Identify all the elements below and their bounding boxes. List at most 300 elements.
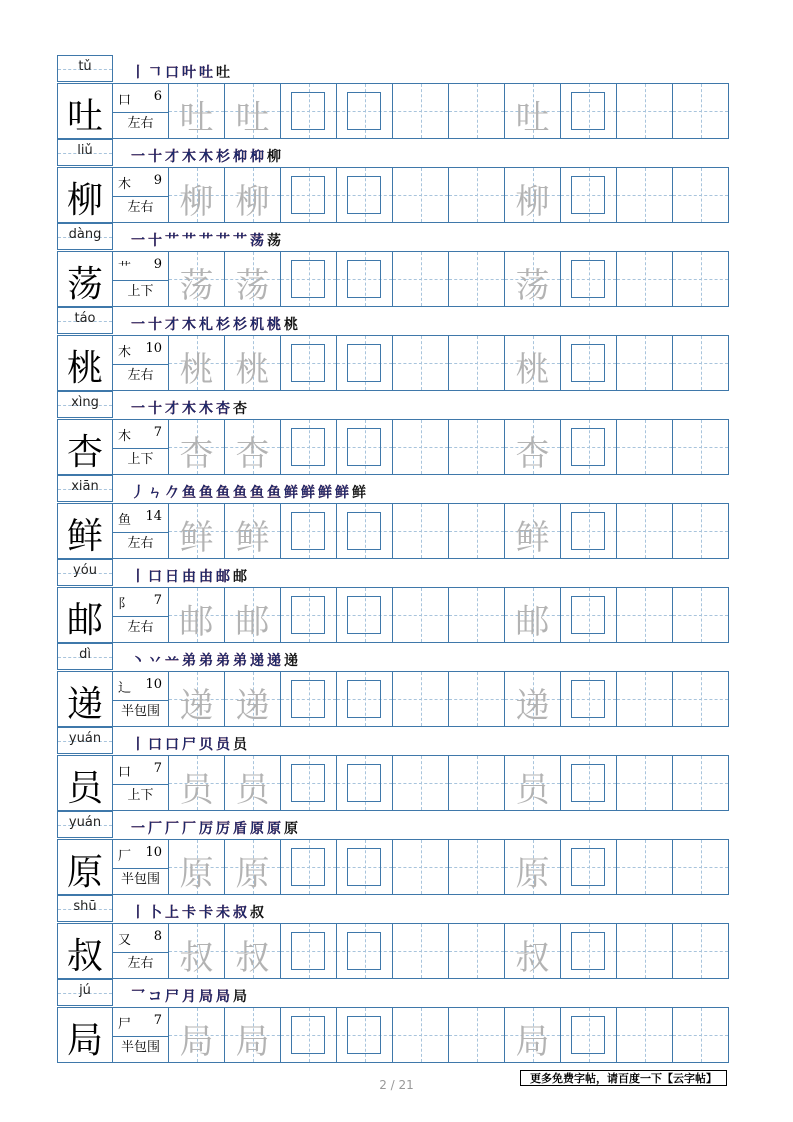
pinyin: táo: [74, 311, 96, 326]
stroke-step: 丶: [131, 653, 145, 669]
trace-cell[interactable]: [225, 503, 281, 559]
trace-character: 柳: [515, 182, 550, 222]
trace-cell[interactable]: [169, 587, 225, 643]
practice-cell[interactable]: [393, 587, 449, 643]
stroke-step: 未: [216, 905, 230, 921]
stroke-count: 10: [145, 677, 162, 692]
practice-cell[interactable]: [673, 923, 729, 979]
stroke-order: [131, 900, 264, 922]
stroke-step: 由: [182, 569, 196, 585]
stroke-step: 日: [165, 569, 179, 585]
writing-grid: [57, 1007, 729, 1063]
model-character-cell: [57, 587, 113, 643]
guide-line-horizontal: [617, 279, 672, 280]
stroke-count: 7: [153, 593, 162, 608]
stroke-step: 𠂊: [165, 485, 179, 501]
guide-line-horizontal: [673, 363, 728, 364]
guide-line-horizontal: [393, 867, 448, 868]
practice-cell[interactable]: [673, 587, 729, 643]
practice-cell[interactable]: [449, 503, 505, 559]
practice-cell[interactable]: [449, 839, 505, 895]
radical-count: [113, 588, 168, 617]
stroke-step: 鱼: [233, 485, 247, 501]
guide-line-horizontal: [449, 195, 504, 196]
writing-grid: [57, 335, 729, 391]
trace-character: 局: [179, 1022, 214, 1062]
stroke-step: 厉: [199, 821, 213, 837]
trace-cell[interactable]: [505, 671, 561, 727]
trace-cell[interactable]: [225, 1007, 281, 1063]
radical-count: [113, 336, 168, 365]
stroke-count: 6: [153, 89, 162, 104]
trace-cell[interactable]: [505, 923, 561, 979]
trace-cell[interactable]: [225, 167, 281, 223]
practice-cell[interactable]: [449, 1007, 505, 1063]
stroke-step: 递: [267, 653, 281, 669]
char-block: [57, 391, 729, 475]
inner-box: [347, 680, 381, 718]
practice-cell[interactable]: [673, 167, 729, 223]
practice-cell[interactable]: [449, 419, 505, 475]
writing-grid: [57, 755, 729, 811]
trace-cell[interactable]: [225, 335, 281, 391]
pinyin: tǔ: [78, 59, 92, 74]
stroke-step: 枊: [233, 149, 247, 165]
model-character-cell: [57, 503, 113, 559]
practice-cell[interactable]: [673, 419, 729, 475]
boxed-practice-cell[interactable]: [281, 419, 337, 475]
boxed-practice-cell[interactable]: [561, 335, 617, 391]
stroke-step: 弟: [199, 653, 213, 669]
guide-line-horizontal: [449, 279, 504, 280]
inner-box: [347, 260, 381, 298]
character-info-cell: [113, 83, 169, 139]
stroke-step: 杏: [216, 401, 230, 417]
trace-cell[interactable]: [225, 419, 281, 475]
guide-line-horizontal: [393, 111, 448, 112]
writing-grid: [57, 251, 729, 307]
practice-cell[interactable]: [393, 419, 449, 475]
stroke-step: 吐: [199, 65, 213, 81]
boxed-practice-cell[interactable]: [561, 671, 617, 727]
practice-cell[interactable]: [673, 839, 729, 895]
practice-cell[interactable]: [393, 335, 449, 391]
model-character: 局: [66, 1020, 103, 1061]
practice-cell[interactable]: [673, 755, 729, 811]
boxed-practice-cell[interactable]: [281, 335, 337, 391]
guide-line-horizontal: [393, 195, 448, 196]
pinyin-box: [57, 55, 113, 82]
stroke-order: [131, 564, 247, 586]
stroke-step: 由: [199, 569, 213, 585]
trace-cell[interactable]: [225, 755, 281, 811]
pinyin-box: [57, 643, 113, 670]
stroke-step: 叔: [250, 905, 264, 921]
guide-line-horizontal: [393, 699, 448, 700]
practice-cell[interactable]: [393, 503, 449, 559]
trace-character: 叔: [515, 938, 550, 978]
trace-cell[interactable]: [225, 83, 281, 139]
pinyin: xiān: [71, 479, 99, 494]
radical: 鱼: [118, 513, 132, 528]
stroke-step: 丷: [148, 653, 162, 669]
stroke-count: 9: [153, 173, 162, 188]
trace-character: 鲜: [179, 518, 214, 558]
practice-cell[interactable]: [617, 839, 673, 895]
model-character: 吐: [66, 96, 103, 137]
stroke-step: 一: [131, 233, 145, 249]
practice-cell[interactable]: [449, 587, 505, 643]
stroke-count: 8: [153, 929, 162, 944]
practice-cell[interactable]: [673, 251, 729, 307]
pinyin-box: [57, 139, 113, 166]
trace-character: 递: [235, 686, 270, 726]
guide-line-horizontal: [449, 615, 504, 616]
stroke-step: 员: [233, 737, 247, 753]
trace-character: 柳: [179, 182, 214, 222]
stroke-step: 口: [165, 65, 179, 81]
practice-cell[interactable]: [449, 671, 505, 727]
practice-cell[interactable]: [617, 671, 673, 727]
structure: 左右: [127, 200, 154, 215]
practice-cell[interactable]: [673, 671, 729, 727]
stroke-step: 鱼: [182, 485, 196, 501]
boxed-practice-cell[interactable]: [561, 923, 617, 979]
char-block: [57, 811, 729, 895]
trace-cell[interactable]: [169, 419, 225, 475]
boxed-practice-cell[interactable]: [561, 251, 617, 307]
trace-cell[interactable]: [505, 167, 561, 223]
boxed-practice-cell[interactable]: [337, 503, 393, 559]
boxed-practice-cell[interactable]: [337, 923, 393, 979]
stroke-step: 艹: [165, 233, 179, 249]
trace-cell[interactable]: [225, 251, 281, 307]
practice-cell[interactable]: [673, 335, 729, 391]
pinyin: yóu: [73, 563, 97, 578]
writing-grid: [57, 419, 729, 475]
stroke-step: 口: [148, 737, 162, 753]
stroke-count: 7: [153, 761, 162, 776]
stroke-order: [131, 816, 298, 838]
inner-box: [291, 260, 325, 298]
writing-grid: [57, 503, 729, 559]
stroke-step: 卡: [182, 905, 196, 921]
guide-line-horizontal: [393, 531, 448, 532]
inner-box: [291, 596, 325, 634]
character-info-cell: [113, 923, 169, 979]
guide-line-horizontal: [393, 615, 448, 616]
guide-line-horizontal: [393, 363, 448, 364]
practice-cell[interactable]: [449, 251, 505, 307]
boxed-practice-cell[interactable]: [281, 671, 337, 727]
stroke-step: 厂: [182, 821, 196, 837]
practice-cell[interactable]: [617, 167, 673, 223]
guide-line-horizontal: [617, 363, 672, 364]
model-character-cell: [57, 251, 113, 307]
trace-cell[interactable]: [505, 1007, 561, 1063]
trace-character: 叔: [179, 938, 214, 978]
stroke-step: 丨: [131, 65, 145, 81]
inner-box: [571, 1016, 605, 1054]
boxed-practice-cell[interactable]: [281, 167, 337, 223]
inner-box: [291, 680, 325, 718]
pinyin-row: [57, 55, 729, 83]
practice-cell[interactable]: [449, 923, 505, 979]
structure: 左右: [127, 116, 154, 131]
boxed-practice-cell[interactable]: [281, 1007, 337, 1063]
boxed-practice-cell[interactable]: [281, 83, 337, 139]
trace-character: 员: [179, 770, 214, 810]
guide-line-horizontal: [617, 867, 672, 868]
boxed-practice-cell[interactable]: [281, 251, 337, 307]
trace-cell[interactable]: [505, 587, 561, 643]
pinyin: xìng: [71, 395, 99, 410]
boxed-practice-cell[interactable]: [337, 839, 393, 895]
practice-cell[interactable]: [393, 1007, 449, 1063]
practice-cell[interactable]: [449, 755, 505, 811]
boxed-practice-cell[interactable]: [281, 587, 337, 643]
stroke-step: 桃: [267, 317, 281, 333]
practice-cell[interactable]: [393, 671, 449, 727]
boxed-practice-cell[interactable]: [337, 251, 393, 307]
boxed-practice-cell[interactable]: [337, 671, 393, 727]
trace-character: 杏: [179, 434, 214, 474]
practice-cell[interactable]: [617, 335, 673, 391]
practice-cell[interactable]: [393, 251, 449, 307]
guide-line-horizontal: [673, 531, 728, 532]
stroke-step: 十: [148, 233, 162, 249]
writing-grid: [57, 587, 729, 643]
pinyin-row: [57, 307, 729, 335]
pinyin-row: [57, 895, 729, 923]
inner-box: [571, 764, 605, 802]
stroke-step: 上: [165, 905, 179, 921]
inner-box: [571, 848, 605, 886]
model-character: 柳: [66, 180, 103, 221]
char-block: [57, 895, 729, 979]
trace-cell[interactable]: [225, 923, 281, 979]
model-character: 叔: [66, 936, 103, 977]
practice-cell[interactable]: [449, 83, 505, 139]
model-character-cell: [57, 755, 113, 811]
trace-cell[interactable]: [169, 83, 225, 139]
guide-line-horizontal: [449, 783, 504, 784]
trace-character: 局: [515, 1022, 550, 1062]
trace-cell[interactable]: [505, 503, 561, 559]
practice-cell[interactable]: [449, 335, 505, 391]
trace-character: 吐: [235, 98, 270, 138]
trace-cell[interactable]: [225, 839, 281, 895]
guide-line-horizontal: [449, 867, 504, 868]
guide-line-horizontal: [617, 699, 672, 700]
trace-character: 递: [515, 686, 550, 726]
trace-cell[interactable]: [169, 923, 225, 979]
stroke-step: 𠃍: [148, 65, 162, 81]
boxed-practice-cell[interactable]: [337, 83, 393, 139]
practice-cell[interactable]: [617, 251, 673, 307]
stroke-step: 原: [284, 821, 298, 837]
trace-character: 叔: [235, 938, 270, 978]
trace-cell[interactable]: [169, 839, 225, 895]
guide-line-horizontal: [617, 951, 672, 952]
structure: 上下: [127, 452, 154, 467]
inner-box: [571, 428, 605, 466]
boxed-practice-cell[interactable]: [561, 167, 617, 223]
practice-cell[interactable]: [617, 1007, 673, 1063]
practice-cell[interactable]: [393, 83, 449, 139]
guide-line-horizontal: [449, 447, 504, 448]
inner-box: [347, 1016, 381, 1054]
boxed-practice-cell[interactable]: [281, 503, 337, 559]
practice-cell[interactable]: [617, 83, 673, 139]
pinyin-row: [57, 811, 729, 839]
trace-character: 荡: [515, 266, 550, 306]
boxed-practice-cell[interactable]: [561, 1007, 617, 1063]
guide-line-horizontal: [673, 447, 728, 448]
guide-line-horizontal: [449, 531, 504, 532]
trace-character: 递: [179, 686, 214, 726]
pinyin-box: [57, 811, 113, 838]
inner-box: [571, 176, 605, 214]
stroke-order: [131, 396, 247, 418]
trace-cell[interactable]: [169, 1007, 225, 1063]
guide-line-horizontal: [617, 447, 672, 448]
practice-cell[interactable]: [393, 755, 449, 811]
char-block: [57, 55, 729, 139]
trace-cell[interactable]: [225, 587, 281, 643]
practice-sheet: [57, 55, 729, 1063]
trace-cell[interactable]: [169, 755, 225, 811]
trace-cell[interactable]: [505, 83, 561, 139]
stroke-step: 木: [182, 401, 196, 417]
guide-line-horizontal: [673, 699, 728, 700]
stroke-step: 一: [131, 401, 145, 417]
trace-character: 荡: [235, 266, 270, 306]
stroke-order: [131, 732, 247, 754]
stroke-step: 鲜: [335, 485, 349, 501]
trace-cell[interactable]: [169, 251, 225, 307]
stroke-step: 邮: [233, 569, 247, 585]
practice-cell[interactable]: [617, 503, 673, 559]
guide-line-horizontal: [673, 615, 728, 616]
pinyin-box: [57, 979, 113, 1006]
boxed-practice-cell[interactable]: [337, 335, 393, 391]
model-character: 员: [66, 768, 103, 809]
practice-cell[interactable]: [393, 923, 449, 979]
boxed-practice-cell[interactable]: [561, 503, 617, 559]
trace-character: 桃: [235, 350, 270, 390]
inner-box: [347, 92, 381, 130]
page-number: 2 / 21: [379, 1078, 414, 1092]
boxed-practice-cell[interactable]: [281, 923, 337, 979]
pinyin-row: [57, 391, 729, 419]
trace-cell[interactable]: [505, 335, 561, 391]
inner-box: [571, 512, 605, 550]
practice-cell[interactable]: [617, 587, 673, 643]
trace-cell[interactable]: [169, 503, 225, 559]
stroke-order: [131, 648, 298, 670]
boxed-practice-cell[interactable]: [337, 419, 393, 475]
model-character: 邮: [66, 600, 103, 641]
stroke-step: 鲜: [301, 485, 315, 501]
boxed-practice-cell[interactable]: [561, 839, 617, 895]
char-block: [57, 475, 729, 559]
model-character-cell: [57, 83, 113, 139]
pinyin-row: [57, 475, 729, 503]
stroke-count: 7: [153, 425, 162, 440]
stroke-count: 10: [145, 341, 162, 356]
character-info-cell: [113, 671, 169, 727]
radical: 木: [118, 177, 132, 192]
stroke-order: [131, 228, 281, 250]
trace-cell[interactable]: [225, 671, 281, 727]
guide-line-horizontal: [673, 951, 728, 952]
trace-character: 原: [515, 854, 550, 894]
practice-cell[interactable]: [393, 167, 449, 223]
practice-cell[interactable]: [673, 503, 729, 559]
practice-cell[interactable]: [449, 167, 505, 223]
stroke-step: 丨: [131, 737, 145, 753]
trace-cell[interactable]: [169, 335, 225, 391]
trace-character: 荡: [179, 266, 214, 306]
practice-cell[interactable]: [617, 419, 673, 475]
trace-cell[interactable]: [169, 167, 225, 223]
inner-box: [571, 260, 605, 298]
boxed-practice-cell[interactable]: [337, 587, 393, 643]
inner-box: [291, 428, 325, 466]
boxed-practice-cell[interactable]: [561, 587, 617, 643]
stroke-step: 柳: [267, 149, 281, 165]
trace-cell[interactable]: [505, 251, 561, 307]
character-info-cell: [113, 755, 169, 811]
radical: 木: [118, 429, 132, 444]
boxed-practice-cell[interactable]: [337, 1007, 393, 1063]
model-character: 鲜: [66, 516, 103, 557]
trace-cell[interactable]: [505, 419, 561, 475]
practice-cell[interactable]: [617, 923, 673, 979]
guide-line-horizontal: [393, 783, 448, 784]
trace-cell[interactable]: [169, 671, 225, 727]
boxed-practice-cell[interactable]: [337, 755, 393, 811]
stroke-step: 局: [199, 989, 213, 1005]
practice-cell[interactable]: [393, 839, 449, 895]
trace-cell[interactable]: [505, 839, 561, 895]
practice-cell[interactable]: [673, 83, 729, 139]
guide-line-horizontal: [449, 111, 504, 112]
pinyin-box: [57, 559, 113, 586]
practice-cell[interactable]: [673, 1007, 729, 1063]
boxed-practice-cell[interactable]: [281, 839, 337, 895]
character-info-cell: [113, 587, 169, 643]
guide-line-horizontal: [393, 447, 448, 448]
boxed-practice-cell[interactable]: [561, 419, 617, 475]
advert-note: 更多免费字帖，请百度一下【云字帖】: [520, 1070, 727, 1086]
inner-box: [347, 848, 381, 886]
practice-cell[interactable]: [617, 755, 673, 811]
radical: 口: [118, 765, 132, 780]
boxed-practice-cell[interactable]: [281, 755, 337, 811]
trace-character: 原: [235, 854, 270, 894]
inner-box: [291, 176, 325, 214]
trace-cell[interactable]: [505, 755, 561, 811]
boxed-practice-cell[interactable]: [561, 83, 617, 139]
structure: 半包围: [120, 872, 160, 887]
model-character-cell: [57, 839, 113, 895]
boxed-practice-cell[interactable]: [561, 755, 617, 811]
boxed-practice-cell[interactable]: [337, 167, 393, 223]
radical: 辶: [118, 681, 132, 696]
stroke-step: 木: [182, 149, 196, 165]
